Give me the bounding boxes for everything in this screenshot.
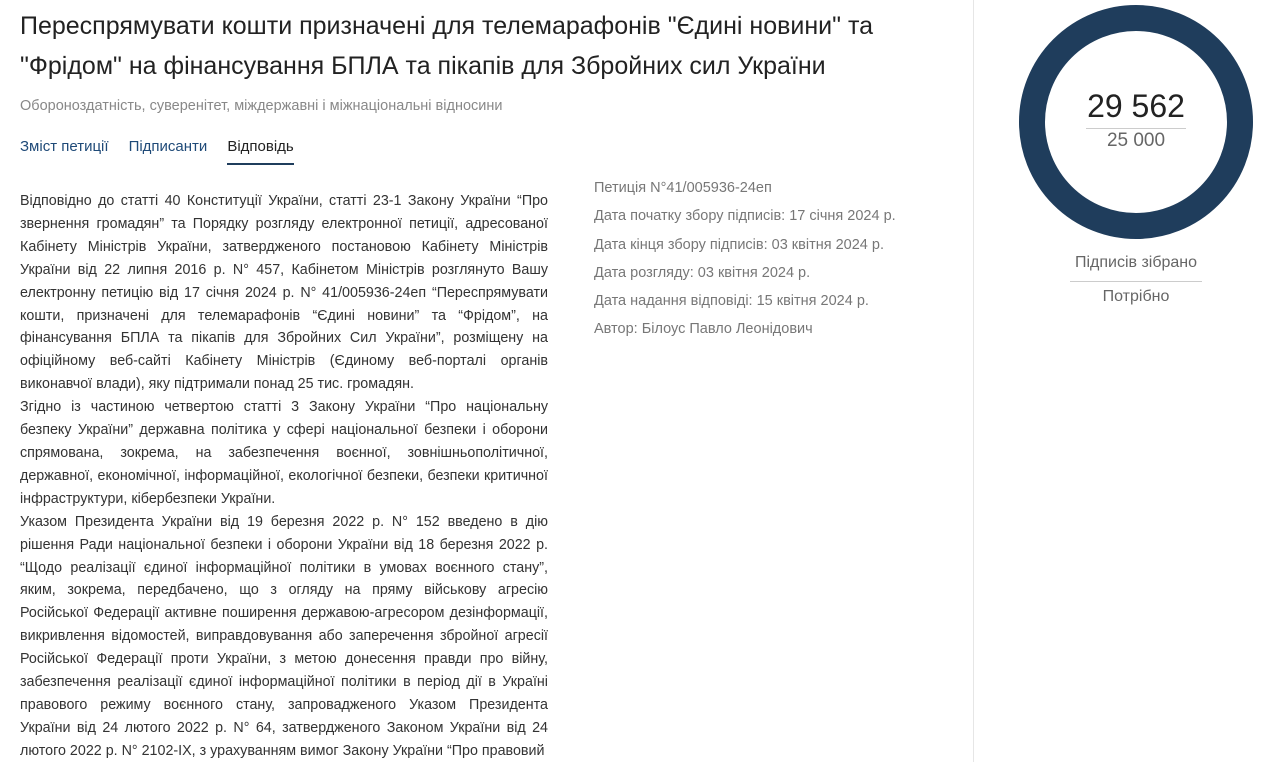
petition-number: Петиція N°41/005936-24еп	[594, 180, 772, 196]
answer-date: Дата надання відповіді: 15 квітня 2024 р.	[594, 293, 869, 310]
tab-answer[interactable]: Відповідь	[227, 134, 293, 165]
needed-label: Потрібно	[1102, 288, 1170, 305]
petition-category[interactable]: Обороноздатність, суверенітет, міждержавні і міжнаціональні відносини	[20, 98, 503, 114]
answer-paragraph: Указом Президента України від 19 березня 2022 р. N° 152 введено в дію рішення Ради національної безпеки і оборони України від 18 березня 2022 р. “Щодо реалізації єдиної інформаційної політики в умовах воєнного стану”, яким, зокрема, передбачено, що з огляду на пряму військову агресію Російської Федерації активне поширення державою-агресором дезінформації, викривлення відомостей, виправдовування або заперечення збройної агресії Російської Федерації проти України, з метою донесення правди про війну, забезпечення реалізації єдиної інформаційної політики в період дії в Україні правового режиму воєнного стану, запровадженого Указом Президента України від 24 лютого 2022 р. N° 64, затвердженого Законом України від 24 лютого 2022 р. N° 2102-IX, з урахуванням вимог Закону України “Про правовий	[20, 513, 548, 759]
tabs	[20, 134, 314, 165]
divider	[1070, 281, 1202, 282]
signature-count: 29 562	[1087, 88, 1185, 124]
divider	[1086, 128, 1186, 129]
collected-label: Підписів зібрано	[1074, 254, 1198, 271]
start-date: Дата початку збору підписів: 17 січня 2024 р.	[594, 208, 896, 225]
answer-text	[20, 190, 548, 763]
tab-signers[interactable]: Підписанти	[128, 138, 208, 155]
answer-paragraph: Згідно із частиною четвертою статті 3 Закону України “Про національну безпеку України” державна політика у сфері національної безпеки і оборони спрямована, зокрема, на забезпечення воєнної, зовнішньополітичної, державної, економічної, інформаційної, екологічної безпеки, безпеки критичної інфраструктури, кібербезпеки України.	[20, 399, 548, 507]
divider	[973, 0, 974, 762]
signature-goal: 25 000	[1106, 130, 1166, 151]
page-title: Переспрямувати кошти призначені для телемарафонів "Єдині новини" та "Фрідом" на фінансування БПЛА та пікапів для Збройних сил України	[20, 12, 874, 80]
petition-meta	[594, 174, 896, 344]
end-date: Дата кінця збору підписів: 03 квітня 2024 р.	[594, 236, 884, 253]
author: Автор: Білоус Павло Леонідович	[594, 321, 813, 338]
review-date: Дата розгляду: 03 квітня 2024 р.	[594, 264, 811, 281]
answer-paragraph: Відповідно до статті 40 Конституції України, статті 23-1 Закону України “Про звернення громадян” та Порядку розгляду електронної петиції, адресованої Кабінету Міністрів України, затвердженого постановою Кабінету Міністрів України від 22 липня 2016 р. N° 457, Кабінетом Міністрів розглянуто Вашу електронну петицію від 17 січня 2024 р. N° 41/005936-24еп “Переспрямувати кошти, призначені для телемарафонів “Єдині новини” та “Фрідом”, на фінансування БПЛА та пікапів для Збройних Сил України”, розміщену на офіційному веб-сайті Кабінету Міністрів (Єдиному веб-порталі органів виконавчої влади), яку підтримали понад 25 тис. громадян.	[20, 193, 548, 393]
tab-content[interactable]: Зміст петиції	[20, 138, 109, 155]
